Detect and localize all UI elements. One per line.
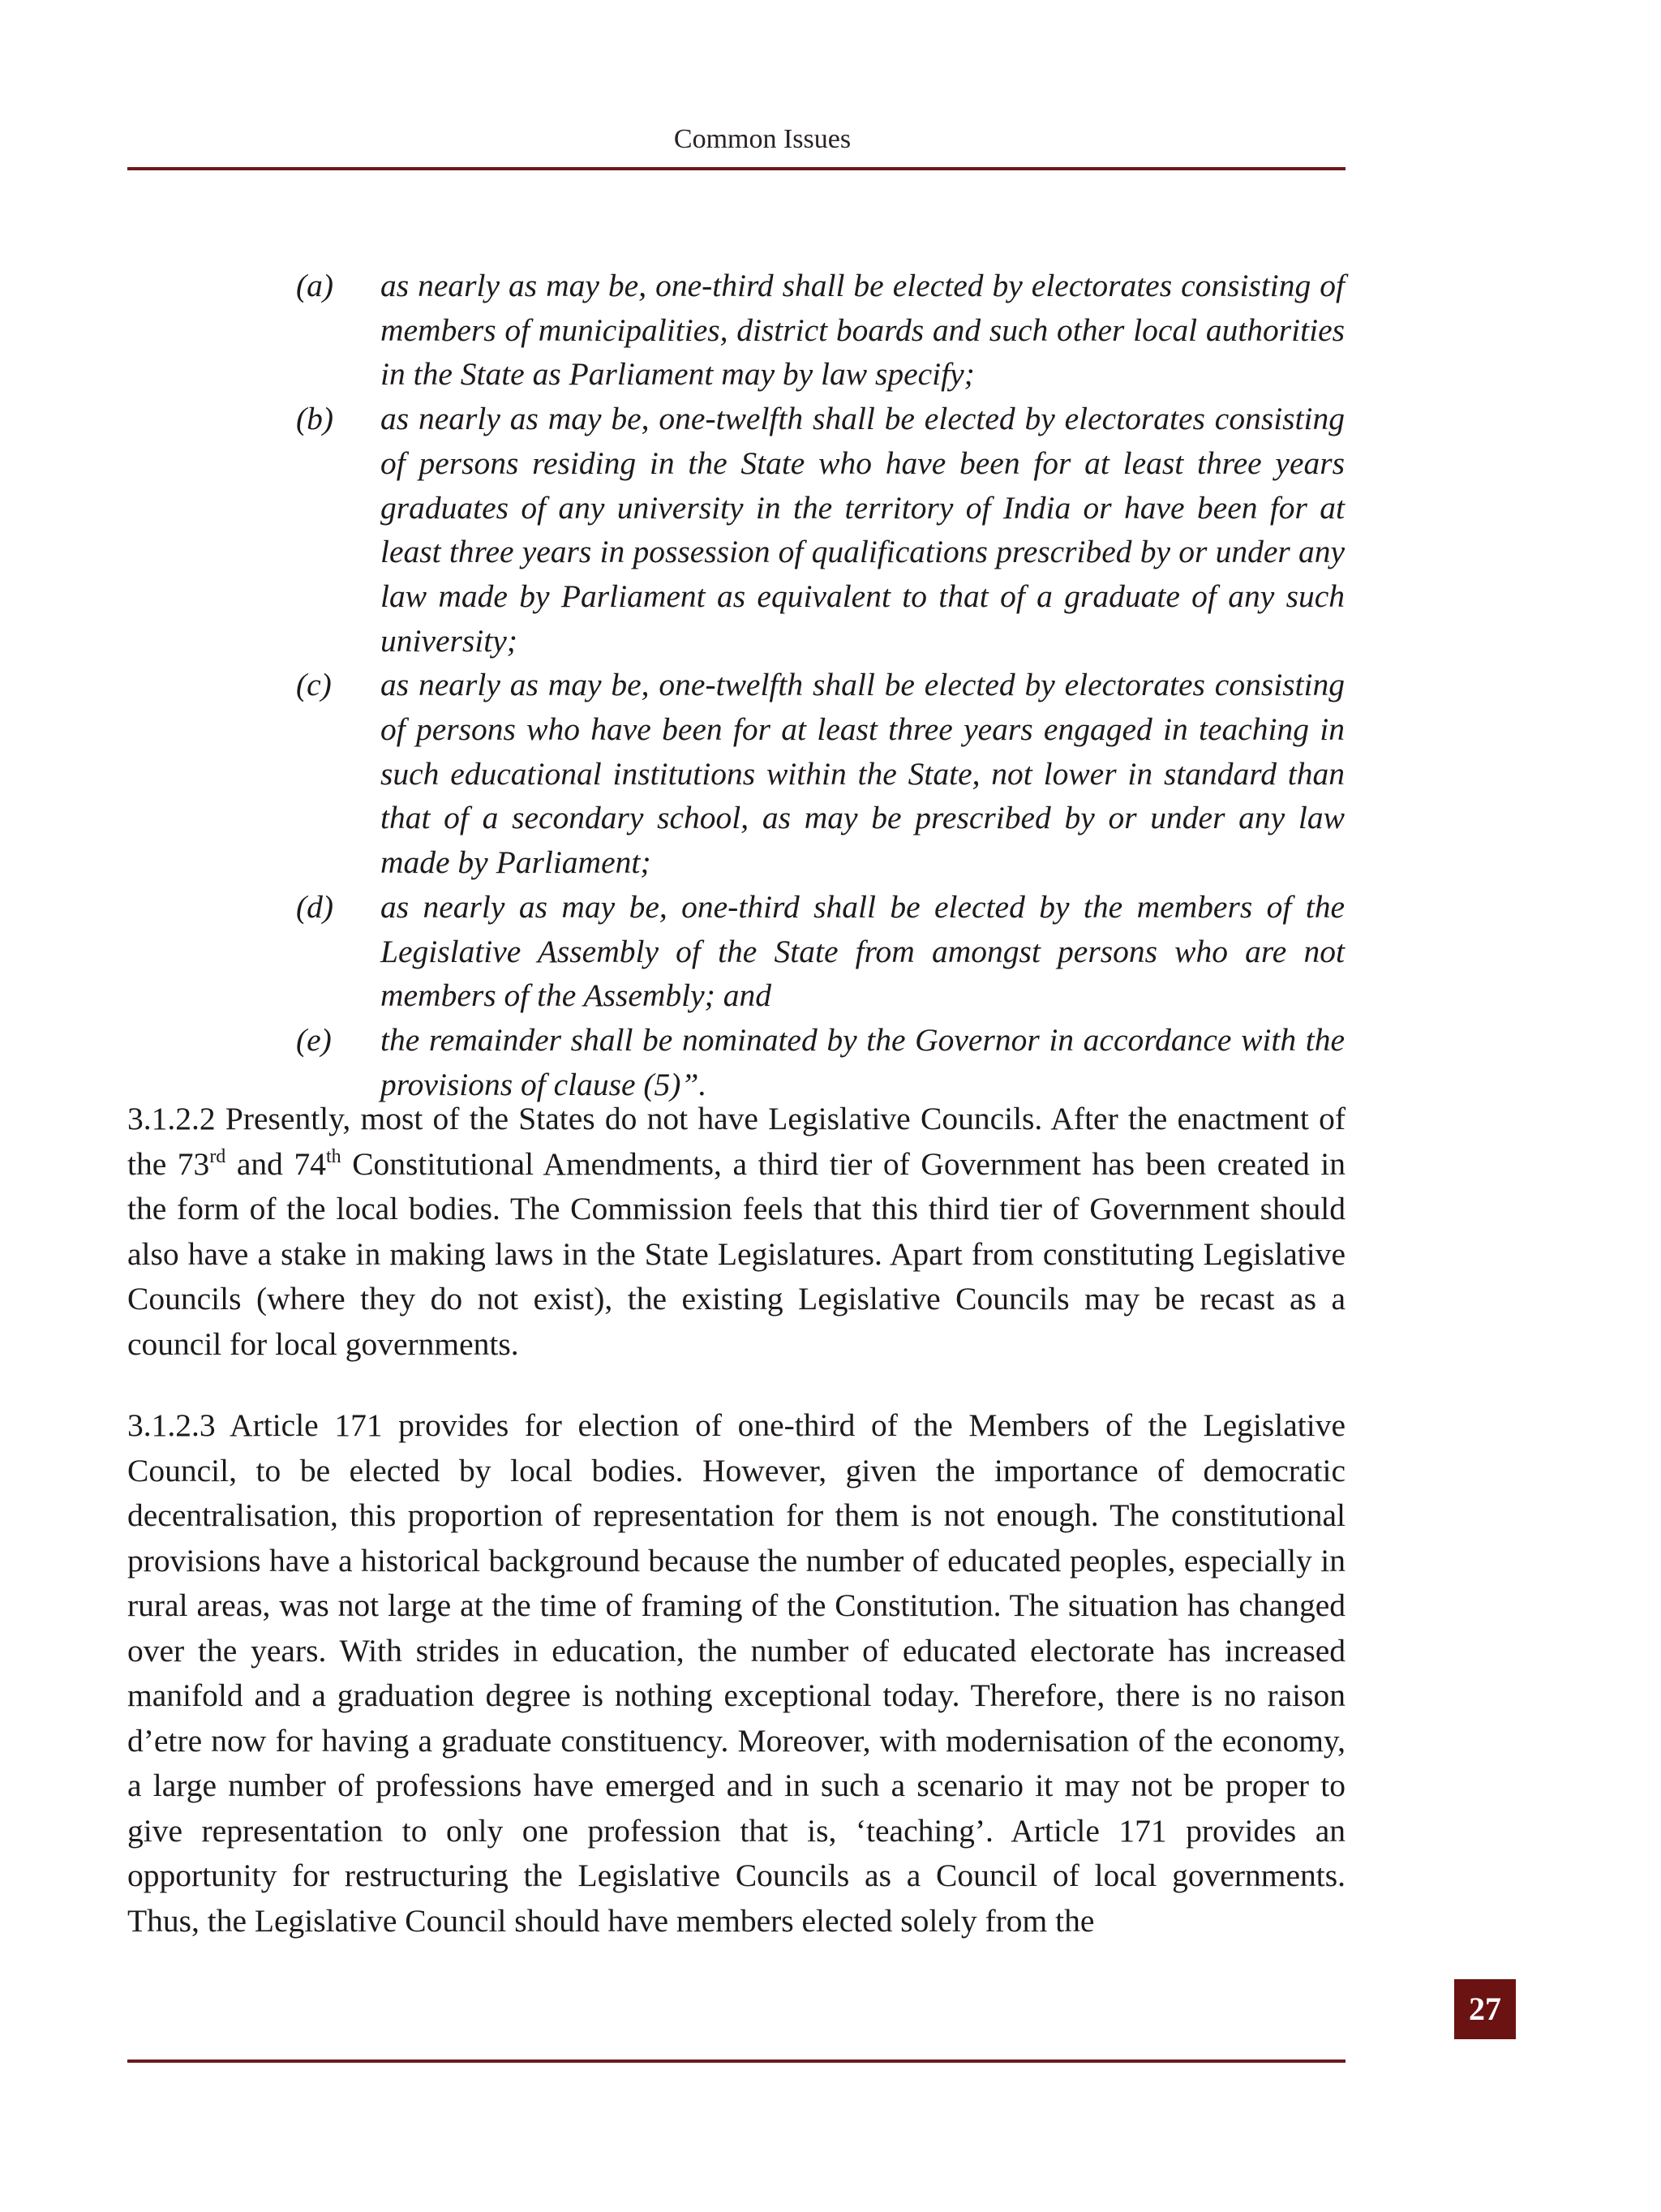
paragraph-text: 3.1.2.3 Article 171 provides for election of one-third of the Members of the Legislative Council, to be elected by local bodies. However, given the importance of democratic decentralisation, this proportion of representation for them is not enough. The constitutional provisions have a historical background because the number of educated peoples, especially in rural areas, was not large at the time of framing of the Constitution. The situation has changed over the years. With strides in education, the number of educated electorate has increased manifold and a graduation degree is nothing exceptional today. Therefore, there is no raison d’etre now for having a graduate constituency. Moreover, with modernisation of the economy, a large number of professions have emerged and in such a scenario it may not be proper to give representation to only one profession that is, ‘teaching’. Article 171 provides an opportunity for restructuring the Legislative Councils as a Council of local governments. Thus, the Legislative Council should have members elected solely from the <box>127 1407 1346 1939</box>
clause-text: the remainder shall be nominated by the Governor in accordance with the provisions of clause (5)”. <box>380 1021 1345 1102</box>
clause-text: as nearly as may be, one-twelfth shall be elected by electorates consisting of persons residing in the State who have been for at least three years graduates of any university in the territory of India or have been for at least three years in possession of qualifications prescribed by or under any law made by Parliament as equivalent to that of a graduate of any such university; <box>380 401 1345 659</box>
superscript-ordinal: rd <box>209 1145 226 1167</box>
paragraph-text: and 74 <box>225 1145 326 1182</box>
clause-marker: (c) <box>296 667 332 703</box>
clause-marker: (a) <box>296 268 334 303</box>
clause-text: as nearly as may be, one-third shall be elected by the members of the Legislative Assembly of the State from amongst persons who are not members of the Assembly; and <box>380 888 1345 1014</box>
clause-d <box>296 885 1345 1018</box>
clause-marker: (d) <box>296 888 334 925</box>
paragraph-text: Constitutional Amendments, a third tier of Government has been created in the form of the local bodies. The Commission feels that this third tier of Government should also have a stake in making laws in the State Legislatures. Apart from constituting Legislative Councils (where they do not exist), the existing Legislative Councils may be recast as a council for local governments. <box>127 1145 1346 1362</box>
footer-rule <box>127 2060 1346 2063</box>
clause-a <box>296 264 1345 397</box>
clause-text: as nearly as may be, one-third shall be elected by electorates consisting of members of municipalities, district boards and such other local authorities in the State as Parliament may by law specify; <box>380 268 1345 393</box>
quoted-clauses-list <box>296 264 1345 1106</box>
clause-e <box>296 1018 1345 1106</box>
clause-marker: (e) <box>296 1021 332 1058</box>
paragraph-text: 3.1.2.2 Presently, most of the States do not have Legislative Councils. After the enactment of the 73 <box>127 1101 1346 1182</box>
paragraph-3-1-2-3 <box>127 1403 1346 1944</box>
page-number-badge: 27 <box>1454 1979 1516 2039</box>
paragraph-3-1-2-2 <box>127 1097 1346 1367</box>
header-rule <box>127 167 1346 170</box>
running-header: Common Issues <box>673 124 852 154</box>
clause-c <box>296 663 1345 885</box>
clause-text: as nearly as may be, one-twelfth shall be elected by electorates consisting of persons who have been for at least three years engaged in teaching in such educational institutions within the State, not lower in standard than that of a secondary school, as may be prescribed by or under any law made by Parliament; <box>380 667 1345 881</box>
clause-b <box>296 397 1345 663</box>
clause-marker: (b) <box>296 401 334 437</box>
superscript-ordinal: th <box>325 1145 341 1167</box>
